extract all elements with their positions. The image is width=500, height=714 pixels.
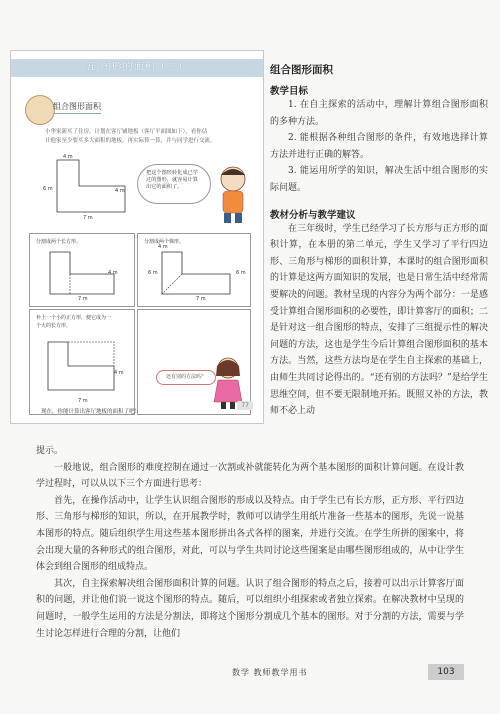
method-caption: 分割成两个长方形。 <box>36 239 82 245</box>
right-column <box>270 62 488 420</box>
method-box-complete <box>29 309 135 415</box>
footer-text: 数学 教师教学用书 <box>232 668 308 677</box>
cartoon-girl-icon <box>25 95 55 125</box>
fig-label: 4 m <box>115 188 125 194</box>
textbook-footnote: 现在，你能计算出客厅地板的面积了吧！ <box>41 409 141 415</box>
complete-rectangle-figure <box>46 340 118 394</box>
fig-label: 4 m <box>63 154 73 160</box>
body-paragraph: 其次，自主探索解决组合图形面积计算的问题。认识了组合图形的特点之后，接着可以出示计算客厅面积的问题，并让他们说一说这个图形的特点。随后，可以组织小组探索或者独立探索。在解决教材中呈现的问题时，一般学生运用的方法是分割法，即将这个图形分割成几个基本的图形。对于分割的方法，需要与学生讨论怎样进行合理的分割，让他们 <box>36 578 464 639</box>
intro-line: 计他家至少要买多大面积的地板。再实际算一算，并与同学进行交流。 <box>45 138 216 144</box>
method-box-other <box>137 309 251 415</box>
question-bubble: 还有别的方法吗？ <box>156 370 216 385</box>
section-title: 组合图形面积 <box>270 64 333 76</box>
body-paragraph: 一般地说，组合图形的难度控制在通过一次割或补就能转化为两个基本图形的面积计算问题。在设计教学过程时，可以从以下三个方面进行思考： <box>36 462 464 490</box>
analysis-paragraph: 在三年级时，学生已经学习了长方形与正方形的面积计算，在本册的第二单元，学生又学习了平行四边形、三角形与梯形的面积计算，本课时的组合图形面积的计算是这两方面知识的发展，也是日常生活中经常需要解决的问题。教材呈现的内容分为两个部分：一是感受计算组合图形面积的必要性，即计算客厅的面积；二是针对这一组合图形的特点，安排了三组提示性的解决问题的方法，这也是学生今后计算组合图形面积的基本方法。当然，这些方法均是在学生自主探索的基础上，由师生共同讨论得出的。“还有别的方法吗？”是给学生思维空间，但不要无限制地开拓。既照又补的方法，教师不必上动 <box>270 223 488 417</box>
hint-bubble: 把这个图形转化成已学过的图形，就容易计算出它的面积了。 <box>137 164 211 204</box>
textbook-intro <box>45 128 260 146</box>
goal-item: 1. 在自主探索的活动中，理解计算组合图形面积的多种方法。 <box>270 100 488 127</box>
fig-label: 6 m <box>236 270 246 276</box>
fig-label: 6 m <box>148 270 158 276</box>
page-number: 103 <box>428 664 464 680</box>
method-box-trapezoids <box>137 233 251 307</box>
body-paragraph: 提示。 <box>36 446 64 456</box>
chapter-banner <box>11 59 263 77</box>
split-trapezoids-figure <box>160 250 234 298</box>
page-footer <box>36 664 464 682</box>
fig-label: 6 m <box>43 186 53 192</box>
fig-label: 4 m <box>158 244 168 250</box>
fig-label: 7 m <box>83 215 93 221</box>
method-caption: 补上一个小的正方形，便它成为一 <box>36 315 112 321</box>
fig-label: 7 m <box>78 398 88 404</box>
cartoon-boy-icon <box>211 163 255 225</box>
textbook-page-image <box>10 50 264 424</box>
fig-label: 7 m <box>78 296 88 302</box>
intro-line: 小华家新买了住房，计划在客厅铺地板（客厅平面图如下），看你估 <box>45 129 208 135</box>
chapter-banner-title: 五 图形的面积（二） <box>85 62 189 73</box>
textbook-page-number: 77 <box>237 401 253 410</box>
goal-item: 3. 能运用所学的知识，解决生活中组合图形的实际问题。 <box>270 166 488 193</box>
goals-heading: 教学目标 <box>270 86 309 97</box>
method-caption: 分割成两个梯形。 <box>144 239 185 245</box>
textbook-section-title: 组合图形面积 <box>53 101 101 114</box>
floor-plan-figure <box>53 156 129 218</box>
body-text <box>36 443 464 642</box>
fig-label: 7 m <box>196 296 206 302</box>
fig-label: 4 m <box>114 370 124 376</box>
method-box-rectangles <box>29 233 135 307</box>
method-caption: 个大的长方形。 <box>36 323 72 329</box>
fig-label: 4 m <box>108 270 118 276</box>
goal-item: 2. 能根据各种组合图形的条件，有效地选择计算方法并进行正确的解答。 <box>270 133 488 160</box>
analysis-heading: 教材分析与教学建议 <box>270 209 356 221</box>
body-paragraph: 首先，在操作活动中，让学生认识组合图形的形成以及特点。由于学生已有长方形，正方形、平行四边形、三角形与梯形的知识，所以，在开展教学时，教师可以请学生用纸片准备一些基本的图形，先说一说基本图形的特点。随后组织学生用这些基本图形拼出各式各样的图案，并进行交流。在学生所拼的图案中，将会出现大量的各种形式的组合图形，对此，可以与学生共同讨论这些图案是由哪些图形组成的，从中让学生体会到组合图形的组成特点。 <box>36 495 464 573</box>
